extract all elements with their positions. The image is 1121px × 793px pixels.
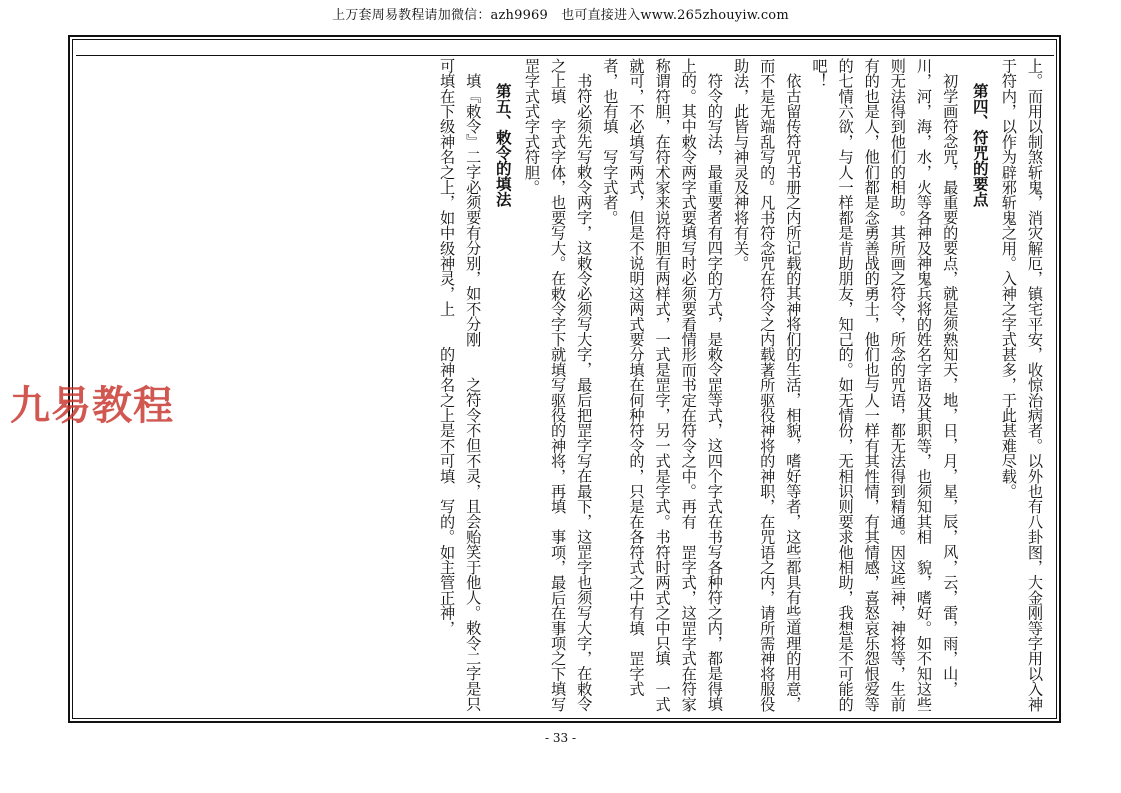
watermark-logo: 九易教程 [10, 383, 174, 429]
page-number: - 33 - [544, 731, 576, 745]
paragraph-filling-method: 填『敕令』二字必须要有分别，如不分刚 之符令不但不灵，且会贻笑于他人。敕令二字是只可填在下级神名之上，如中级神灵，上 的神名之上是不可填 写的。如主管正神， [438, 58, 483, 712]
section-heading-4: 第四、符咒的要点 [970, 82, 990, 207]
paragraph-writing-order: 书符必须先写敕令两字，这敕令必须写大字，最后把罡字写在最下，这罡字也须写大字，在敕令之上填 字式字体，也要写大。在敕令字下就填写驱役的神将，再填 事项，最后在事项之下填写罡字式式字式符胆。 [522, 58, 594, 712]
paragraph-key-points: 初学画符念咒，最重要的要点，就是须熟知天，地，日，月，星，辰，风，云，雷，雨，山，川，河，海，水，火等各神及神鬼兵将的姓名字语及其职等，也须知其相 貌，嗜好。如不知这些则无法得到他们的相助。其所画之符令，所念的咒语，都无法得到精通。因这些神，神将等，生前有的也是人，他们都是念勇善战的勇士，他们也与人一样有其性情，有其情感，喜怒哀乐怨恨爱等的七情六欲，与人一样都是肯助朋友，知己的。如无情份，无相识则要求他相助，我想是不可能的吧！ [810, 58, 960, 712]
paragraph-ancient-books: 依古留传符咒书册之内所记载的其神将们的生活，相貌，嗜好等者，这些都具有些道理的用意，而不是无端乱写的。凡书符念咒在符令之内载著所驱役神将的神职，在咒语之内，请所需神将服役助法，此皆与神灵及神将有关。 [732, 58, 803, 712]
top-banner: 上万套周易教程请加微信：azh9969 也可直接进入www.265zhouyiw.com [332, 8, 789, 23]
top-rule-divider [76, 55, 1054, 56]
section-heading-5: 第五、敕令的填法 [493, 82, 513, 207]
paragraph-writing-method: 符令的写法，最重要者有四字的方式，是敕令罡等式，这四个字式在书写各种符之内，都是得填上的。其中敕令两字式要填写时必须要看情形而书定在符令之中。再有 罡字式，这罡字式在符家称谓符胆，在符术家来说符胆有两样式，一式是罡字，另一式是字式。书符时两式之中只填 一式就可，不必填写两式，但是不说明这两式要分填在何种符令的，只是在各符式之中有填 罡字式者，也有填 写字式者。 [601, 58, 724, 712]
vertical-text-body [80, 58, 1048, 720]
paragraph-continued: 上。而用以制煞斩鬼，消灾解厄，镇宅平安，收惊治病者。以外也有八卦图，大金刚等字用以入神于符内，以作为辟邪斩鬼之用。入神之字式甚多，于此甚难尽载。 [999, 58, 1044, 712]
